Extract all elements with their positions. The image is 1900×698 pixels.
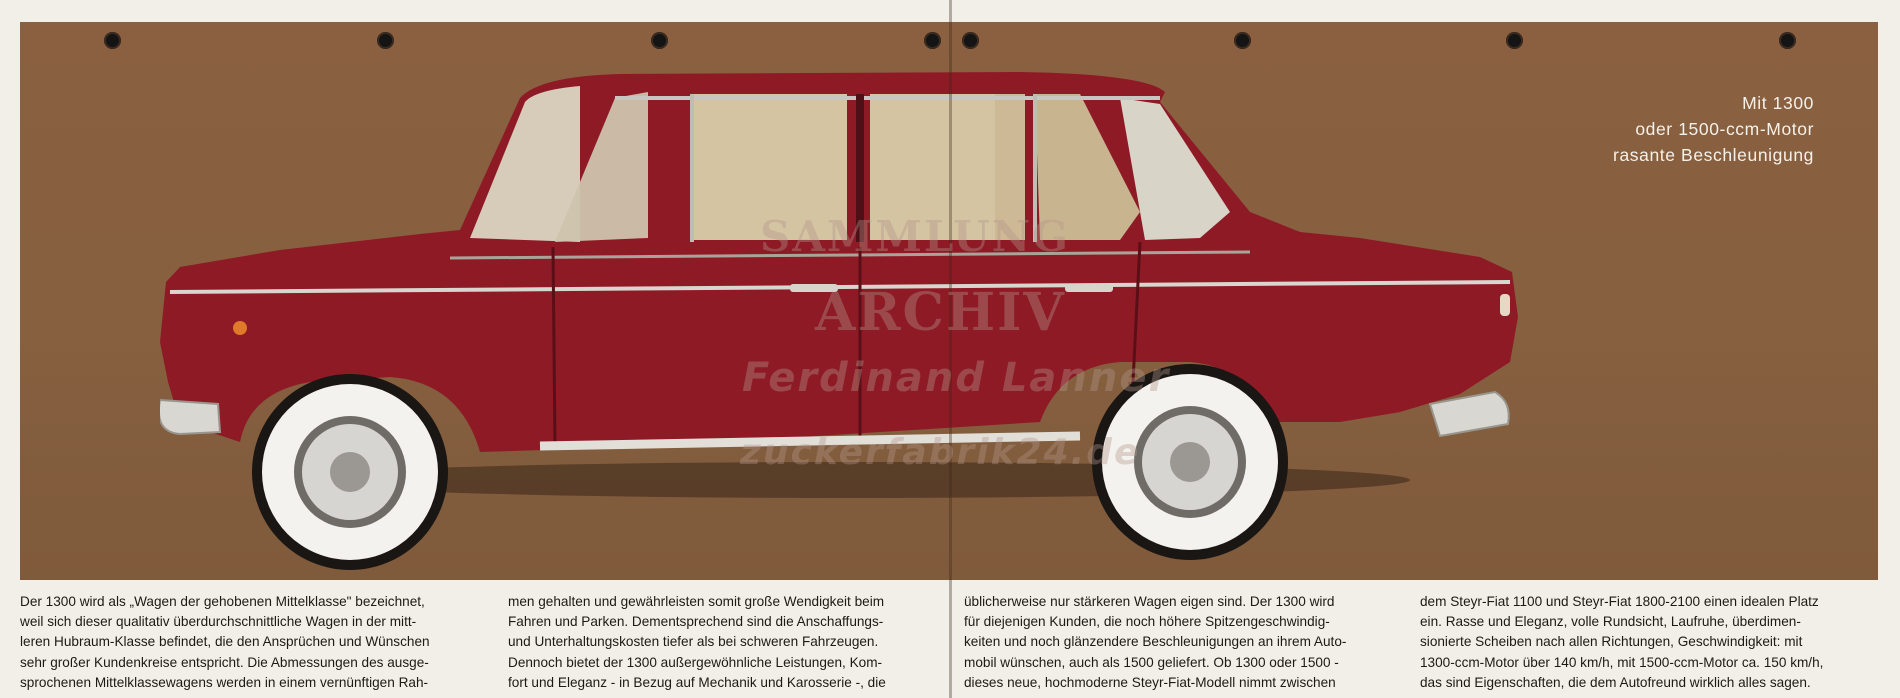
headline-line: Mit 1300 bbox=[1742, 93, 1814, 113]
body-text-line: für diejenigen Kunden, die noch höhere Spitzengeschwindig- bbox=[964, 614, 1330, 630]
headline-line: oder 1500-ccm-Motor bbox=[1635, 119, 1814, 139]
body-text-line: dem Steyr-Fiat 1100 und Steyr-Fiat 1800-2100 einen idealen Platz bbox=[1420, 594, 1819, 609]
punch-hole bbox=[377, 32, 394, 49]
headline bbox=[1613, 90, 1814, 168]
body-text-line: und Unterhaltungskosten tiefer als bei schweren Fahrzeugen. bbox=[508, 634, 879, 650]
page-fold bbox=[949, 0, 952, 698]
punch-hole bbox=[1506, 32, 1523, 49]
body-column-2 bbox=[508, 592, 938, 693]
punch-hole bbox=[1234, 32, 1251, 49]
body-text-line: sionierte Scheiben nach allen Richtungen, Geschwindigkeit: mit bbox=[1420, 634, 1803, 650]
body-text-line: leren Hubraum-Klasse befindet, die den Ansprüchen und Wünschen bbox=[20, 634, 430, 650]
body-text-line: das sind Eigenschaften, die dem Autofreund wirklich alles sagen. bbox=[1420, 674, 1811, 690]
body-text-line: fort und Eleganz - in Bezug auf Mechanik und Karosserie -, die bbox=[508, 674, 886, 690]
front-wheel bbox=[252, 374, 448, 570]
watermark-line: ARCHIV bbox=[815, 282, 1066, 343]
body-text-line: Dennoch bietet der 1300 außergewöhnliche Leistungen, Kom- bbox=[508, 654, 883, 670]
car-illustration bbox=[160, 62, 1550, 574]
body-text-line: dieses neue, hochmoderne Steyr-Fiat-Modell nimmt zwischen bbox=[964, 674, 1336, 690]
punch-hole bbox=[962, 32, 979, 49]
watermark-line: SAMMLUNG bbox=[760, 212, 1071, 261]
watermark-line: Ferdinand Lanner bbox=[742, 355, 1171, 401]
body-column-1 bbox=[20, 592, 480, 693]
punch-hole bbox=[651, 32, 668, 49]
body-text-line: mobil wünschen, auch als 1500 geliefert. Ob 1300 oder 1500 - bbox=[964, 654, 1339, 670]
body-text-line: Der 1300 wird als „Wagen der gehobenen Mittelklasse" bezeichnet, bbox=[20, 594, 425, 609]
punch-hole bbox=[104, 32, 121, 49]
watermark-line: zuckerfabrik24.de bbox=[740, 432, 1141, 473]
body-text-line: üblicherweise nur stärkeren Wagen eigen sind. Der 1300 wird bbox=[964, 594, 1335, 609]
rear-wheel bbox=[1092, 364, 1288, 560]
punch-hole bbox=[1779, 32, 1796, 49]
body-text-line: ein. Rasse und Eleganz, volle Rundsicht, Laufruhe, überdimen- bbox=[1420, 614, 1801, 630]
body-column-4 bbox=[1420, 592, 1880, 693]
body-text-line: keiten und noch glänzendere Beschleunigungen an ihrem Auto- bbox=[964, 634, 1347, 650]
punch-hole bbox=[924, 32, 941, 49]
body-column-3 bbox=[964, 592, 1394, 693]
headline-line: rasante Beschleunigung bbox=[1613, 145, 1814, 165]
body-text-line: Fahren und Parken. Dementsprechend sind die Anschaffungs- bbox=[508, 614, 884, 630]
body-text-line: men gehalten und gewährleisten somit große Wendigkeit beim bbox=[508, 594, 885, 609]
body-text-line: 1300-ccm-Motor über 140 km/h, mit 1500-ccm-Motor ca. 150 km/h, bbox=[1420, 654, 1824, 670]
body-text-line: sehr großer Kundenkreise entspricht. Die Abmessungen des ausge- bbox=[20, 654, 429, 670]
body-text-line: weil sich dieser qualitativ überdurchschnittliche Wagen in der mitt- bbox=[20, 614, 417, 630]
body-text-line: sprochenen Mittelklassewagens werden in einem vernünftigen Rah- bbox=[20, 674, 429, 690]
